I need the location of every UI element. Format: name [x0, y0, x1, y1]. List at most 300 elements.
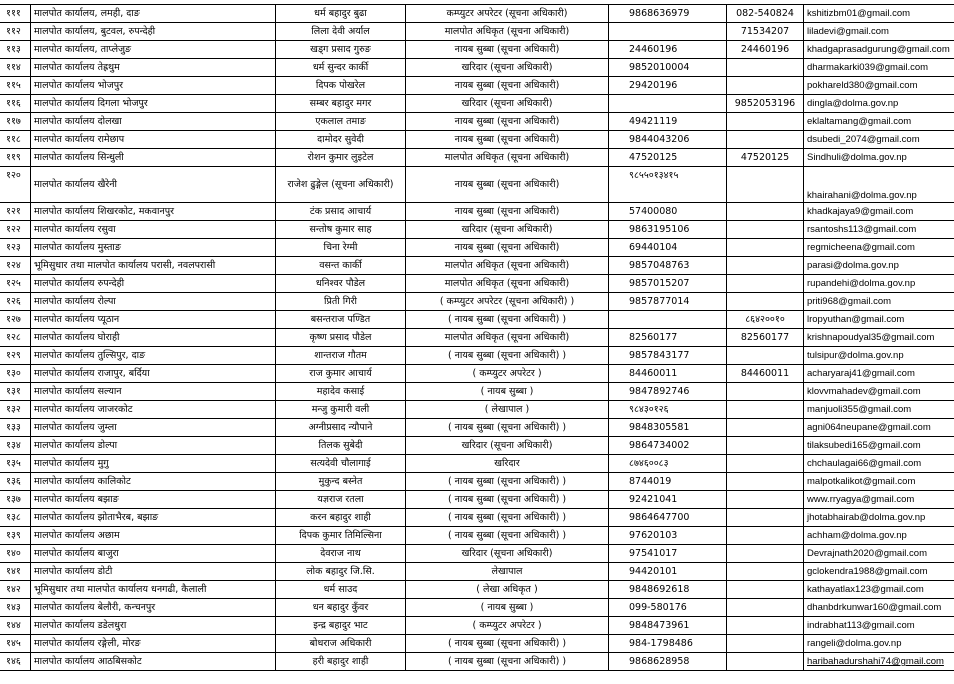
serial-number-text: १३५	[6, 458, 21, 469]
serial-number-text: १३७	[6, 494, 21, 505]
email-text[interactable]: kshitizbm01@gmail.com	[807, 8, 911, 19]
email-text[interactable]: dingla@dolma.gov.np	[807, 98, 899, 109]
email-text[interactable]: parasi@dolma.gov.np	[807, 260, 899, 271]
email-text[interactable]: khadkajaya9@gmail.com	[807, 206, 914, 217]
mobile-phone-text: 9848305581	[629, 422, 690, 433]
serial-number-cell	[0, 527, 31, 545]
serial-number-cell	[0, 401, 31, 419]
email-text[interactable]: rsantoshs113@gmail.com	[807, 224, 917, 235]
office-phone-text: ८६४२००१०	[745, 314, 785, 325]
designation-text: नायब सुब्बा (सूचना अधिकारी)	[454, 178, 560, 190]
email-cell	[804, 473, 954, 491]
serial-number-cell	[0, 365, 31, 383]
office-name-cell	[31, 509, 276, 527]
table-row	[0, 365, 954, 383]
officer-name-cell	[276, 311, 406, 329]
office-name-cell	[31, 239, 276, 257]
email-cell	[804, 581, 954, 599]
office-phone-cell	[727, 131, 804, 149]
email-cell	[804, 329, 954, 347]
table-row	[0, 257, 954, 275]
office-phone-cell	[727, 509, 804, 527]
officer-name-cell	[276, 563, 406, 581]
mobile-phone-text: 82560177	[629, 332, 678, 343]
officer-name-cell	[276, 203, 406, 221]
officer-name-text: वसन्त कार्की	[319, 260, 362, 271]
mobile-phone-cell	[609, 311, 727, 329]
serial-number-text: १३९	[6, 530, 21, 541]
serial-number-cell	[0, 77, 31, 95]
designation-text: ( नायब सुब्बा (सूचना अधिकारी) )	[447, 494, 567, 505]
designation-text: मालपोत अधिकृत (सूचना अधिकारी)	[444, 26, 570, 37]
mobile-phone-text: 9847892746	[629, 386, 690, 397]
designation-cell	[406, 59, 609, 77]
mobile-phone-cell	[609, 131, 727, 149]
email-cell	[804, 347, 954, 365]
email-text[interactable]: haribahadurshahi74@gmail.com	[807, 656, 944, 667]
mobile-phone-text: 099-580176	[629, 602, 687, 613]
serial-number-text: १२३	[6, 242, 21, 253]
officer-name-cell	[276, 473, 406, 491]
officer-name-text: धर्म सुन्दर कार्की	[312, 62, 369, 73]
table-row	[0, 545, 954, 563]
mobile-phone-cell	[609, 545, 727, 563]
serial-number-cell	[0, 131, 31, 149]
email-text[interactable]: gclokendra1988@gmail.com	[807, 566, 928, 577]
officer-name-text: महादेव कसाई	[316, 386, 365, 397]
office-name-cell	[31, 563, 276, 581]
officer-name-text: प्रिती गिरी	[324, 296, 357, 307]
designation-text: ( नायब सुब्बा )	[480, 602, 534, 613]
office-name-text: मालपोत कार्यालय डोटी	[34, 566, 113, 577]
serial-number-text: १४२	[6, 584, 21, 595]
office-name-text: मालपोत कार्यालय दोलखा	[34, 116, 122, 127]
mobile-phone-text: 97620103	[629, 530, 678, 541]
table-row	[0, 275, 954, 293]
officer-name-text: खड्ग प्रसाद गुरुङ	[310, 44, 371, 55]
office-phone-cell	[727, 383, 804, 401]
mobile-phone-text: 9848473961	[629, 620, 690, 631]
mobile-phone-text: 49421119	[629, 116, 678, 127]
table-row	[0, 419, 954, 437]
email-cell	[804, 239, 954, 257]
email-cell	[804, 383, 954, 401]
designation-text: ( नायब सुब्बा (सूचना अधिकारी) )	[447, 422, 567, 433]
designation-cell	[406, 617, 609, 635]
serial-number-cell	[0, 239, 31, 257]
officer-name-text: हरी बहादुर शाही	[312, 656, 369, 667]
mobile-phone-text: 9864734002	[629, 440, 690, 451]
table-row	[0, 383, 954, 401]
officer-name-text: दामोदर सुवेदी	[317, 134, 364, 145]
mobile-phone-cell	[609, 527, 727, 545]
office-phone-text: 24460196	[740, 44, 790, 55]
officer-name-text: यज्ञराज रतला	[317, 494, 364, 505]
email-text[interactable]: klovvmahadev@gmail.com	[807, 386, 921, 397]
officer-name-cell	[276, 365, 406, 383]
email-cell	[804, 203, 954, 221]
mobile-phone-text: 94420101	[629, 566, 678, 577]
designation-text: मालपोत अधिकृत (सूचना अधिकारी)	[444, 260, 570, 271]
email-text[interactable]: jhotabhairab@dolma.gov.np	[807, 512, 926, 523]
mobile-phone-cell	[609, 113, 727, 131]
mobile-phone-cell	[609, 419, 727, 437]
officer-name-text: करन बहादुर शाही	[310, 512, 371, 523]
office-phone-cell	[727, 113, 804, 131]
mobile-phone-text: 9844043206	[629, 134, 690, 145]
designation-text: ( नायब सुब्बा (सूचना अधिकारी) )	[447, 350, 567, 361]
office-phone-cell	[727, 365, 804, 383]
officer-name-text: टंक प्रसाद आचार्य	[309, 206, 372, 217]
designation-text: नायब सुब्बा (सूचना अधिकारी)	[454, 44, 560, 55]
serial-number-cell	[0, 311, 31, 329]
email-text[interactable]: manjuoli355@gmail.com	[807, 404, 912, 415]
office-phone-cell	[727, 167, 804, 203]
serial-number-cell	[0, 95, 31, 113]
officer-name-cell	[276, 329, 406, 347]
email-text[interactable]: rangeli@dolma.gov.np	[807, 638, 902, 649]
mobile-phone-cell	[609, 635, 727, 653]
table-row	[0, 635, 954, 653]
office-phone-cell	[727, 275, 804, 293]
office-name-text: मालपोत कार्यालय डोल्पा	[34, 440, 118, 451]
email-cell	[804, 419, 954, 437]
office-name-cell	[31, 41, 276, 59]
office-phone-cell	[727, 419, 804, 437]
serial-number-text: १२४	[6, 260, 21, 271]
serial-number-text: १३४	[6, 440, 21, 451]
office-phone-cell	[727, 41, 804, 59]
serial-number-cell	[0, 113, 31, 131]
serial-number-text: १४४	[6, 620, 21, 631]
office-phone-cell	[727, 617, 804, 635]
serial-number-text: ११९	[6, 152, 21, 163]
email-cell	[804, 23, 954, 41]
officer-name-cell	[276, 401, 406, 419]
table-row	[0, 473, 954, 491]
designation-text: लेखापाल	[491, 566, 523, 577]
email-text[interactable]: Sindhuli@dolma.gov.np	[807, 152, 907, 163]
email-cell	[804, 275, 954, 293]
email-text[interactable]: liladevi@gmail.com	[807, 26, 889, 37]
office-name-cell	[31, 5, 276, 23]
mobile-phone-cell	[609, 401, 727, 419]
office-name-cell	[31, 383, 276, 401]
serial-number-cell	[0, 599, 31, 617]
office-name-text: मालपोत कार्यालय बाजुरा	[34, 548, 119, 559]
mobile-phone-cell	[609, 473, 727, 491]
designation-cell	[406, 41, 609, 59]
email-cell	[804, 167, 954, 203]
serial-number-text: ११६	[6, 98, 21, 109]
officer-name-cell	[276, 167, 406, 203]
office-name-cell	[31, 545, 276, 563]
table-row	[0, 41, 954, 59]
officer-name-cell	[276, 59, 406, 77]
mobile-phone-text: 29420196	[629, 80, 678, 91]
designation-cell	[406, 131, 609, 149]
mobile-phone-text: 9863195106	[629, 224, 690, 235]
mobile-phone-text: 9857877014	[629, 296, 690, 307]
email-text[interactable]: regmicheena@gmail.com	[807, 242, 915, 253]
table-row	[0, 293, 954, 311]
office-phone-cell	[727, 545, 804, 563]
office-phone-cell	[727, 95, 804, 113]
mobile-phone-cell	[609, 293, 727, 311]
designation-text: नायब सुब्बा (सूचना अधिकारी)	[454, 242, 560, 253]
email-text[interactable]: khairahani@dolma.gov.np	[807, 190, 917, 201]
designation-cell	[406, 311, 609, 329]
office-name-text: भूमिसुधार तथा मालपोत कार्यालय धनगढी, कैलाली	[34, 584, 207, 595]
email-cell	[804, 221, 954, 239]
email-text[interactable]: khadgaprasadgurung@gmail.com	[807, 44, 950, 55]
mobile-phone-cell	[609, 599, 727, 617]
office-name-text: मालपोत कार्यालय रसुवा	[34, 224, 116, 235]
officer-name-cell	[276, 635, 406, 653]
mobile-phone-cell	[609, 257, 727, 275]
table-row	[0, 437, 954, 455]
serial-number-text: १२२	[6, 224, 21, 235]
designation-text: मालपोत अधिकृत (सूचना अधिकारी)	[444, 278, 570, 289]
officer-name-text: दिपक पोखरेल	[315, 80, 366, 91]
table-row	[0, 95, 954, 113]
mobile-phone-cell	[609, 653, 727, 671]
officer-name-cell	[276, 581, 406, 599]
designation-cell	[406, 635, 609, 653]
email-text[interactable]: chchaulagai66@gmail.com	[807, 458, 922, 469]
table-row	[0, 347, 954, 365]
email-cell	[804, 545, 954, 563]
serial-number-cell	[0, 491, 31, 509]
office-name-text: मालपोत कार्यालय, बुटवल, रुपन्देही	[34, 26, 156, 37]
table-row	[0, 149, 954, 167]
email-cell	[804, 437, 954, 455]
serial-number-cell	[0, 653, 31, 671]
office-name-cell	[31, 473, 276, 491]
designation-cell	[406, 509, 609, 527]
designation-text: मालपोत अधिकृत (सूचना अधिकारी)	[444, 152, 570, 163]
officer-name-text: कृष्ण प्रसाद पौडेल	[309, 332, 372, 343]
mobile-phone-cell	[609, 41, 727, 59]
office-name-cell	[31, 167, 276, 203]
officer-name-cell	[276, 383, 406, 401]
designation-cell	[406, 293, 609, 311]
email-cell	[804, 257, 954, 275]
mobile-phone-cell	[609, 563, 727, 581]
email-text[interactable]: dharmakarki039@gmail.com	[807, 62, 929, 73]
email-text[interactable]: agni064neupane@gmail.com	[807, 422, 931, 433]
office-phone-cell	[727, 473, 804, 491]
officer-name-text: एकलाल तमाङ	[315, 116, 366, 127]
office-name-text: मालपोत कार्यालय, लमही, दाङ	[34, 8, 140, 19]
office-phone-cell	[727, 149, 804, 167]
serial-number-cell	[0, 329, 31, 347]
serial-number-text: १३२	[6, 404, 21, 415]
office-name-cell	[31, 347, 276, 365]
officer-name-text: मुकुन्द बस्नेत	[318, 476, 363, 487]
serial-number-text: १४१	[6, 566, 21, 577]
designation-cell	[406, 77, 609, 95]
email-text[interactable]: achham@dolma.gov.np	[807, 530, 907, 541]
office-name-cell	[31, 329, 276, 347]
designation-text: नायब सुब्बा (सूचना अधिकारी)	[454, 134, 560, 145]
office-name-cell	[31, 59, 276, 77]
office-phone-cell	[727, 491, 804, 509]
officer-name-cell	[276, 509, 406, 527]
email-text[interactable]: tilaksubedi165@gmail.com	[807, 440, 921, 451]
email-text[interactable]: acharyaraj41@gmail.com	[807, 368, 915, 379]
table-row	[0, 5, 954, 23]
office-name-text: मालपोत कार्यालय बेलौरी, कन्चनपुर	[34, 602, 156, 613]
office-name-text: मालपोत कार्यालय डडेलधुरा	[34, 620, 127, 631]
designation-cell	[406, 275, 609, 293]
officer-name-cell	[276, 455, 406, 473]
serial-number-text: १२१	[6, 206, 21, 217]
mobile-phone-text: 97541017	[629, 548, 678, 559]
office-name-text: मालपोत कार्यालय रोल्पा	[34, 296, 116, 307]
officer-name-text: धर्म साउद	[323, 584, 358, 595]
mobile-phone-cell	[609, 437, 727, 455]
office-phone-cell	[727, 77, 804, 95]
officer-name-cell	[276, 113, 406, 131]
office-phone-cell	[727, 635, 804, 653]
officer-name-cell	[276, 617, 406, 635]
office-phone-cell	[727, 311, 804, 329]
designation-text: ( नायब सुब्बा (सूचना अधिकारी) )	[447, 530, 567, 541]
designation-cell	[406, 257, 609, 275]
officer-name-cell	[276, 545, 406, 563]
email-text[interactable]: dsubedi_2074@gmail.com	[807, 134, 920, 145]
officer-name-text: चिना रेग्मी	[323, 242, 358, 253]
mobile-phone-text: 9857843177	[629, 350, 690, 361]
office-name-text: मालपोत कार्यालय रङ्गेली, मोरङ	[34, 638, 141, 649]
designation-text: मालपोत अधिकृत (सूचना अधिकारी)	[444, 332, 570, 343]
office-name-text: मालपोत कार्यालय घोराही	[34, 332, 120, 343]
officer-name-cell	[276, 437, 406, 455]
contact-table-sheet	[0, 4, 954, 671]
office-name-cell	[31, 149, 276, 167]
email-text[interactable]: www.rryagya@gmail.com	[807, 494, 915, 505]
officer-name-cell	[276, 41, 406, 59]
email-text[interactable]: pokhareld380@gmail.com	[807, 80, 918, 91]
mobile-phone-text: 92421041	[629, 494, 678, 505]
serial-number-cell	[0, 563, 31, 581]
designation-cell	[406, 239, 609, 257]
serial-number-cell	[0, 23, 31, 41]
designation-text: नायब सुब्बा (सूचना अधिकारी)	[454, 80, 560, 91]
serial-number-text: १४६	[6, 656, 21, 667]
serial-number-text: ११८	[6, 134, 21, 145]
email-text[interactable]: indrabhat113@gmail.com	[807, 620, 915, 631]
serial-number-text: १२६	[6, 296, 21, 307]
email-text[interactable]: kathayatlax123@gmail.com	[807, 584, 924, 595]
office-phone-cell	[727, 203, 804, 221]
table-body	[0, 5, 954, 671]
email-cell	[804, 5, 954, 23]
office-phone-cell	[727, 437, 804, 455]
email-cell	[804, 509, 954, 527]
email-text[interactable]: tulsipur@dolma.gov.np	[807, 350, 904, 361]
officer-name-text: इन्द्र बहादुर भाट	[313, 620, 368, 631]
office-name-cell	[31, 365, 276, 383]
table-row	[0, 77, 954, 95]
office-name-text: मालपोत कार्यालय रामेछाप	[34, 134, 125, 145]
office-name-cell	[31, 635, 276, 653]
email-cell	[804, 599, 954, 617]
email-cell	[804, 401, 954, 419]
email-text[interactable]: krishnapoudyal35@gmail.com	[807, 332, 935, 343]
email-cell	[804, 653, 954, 671]
office-name-cell	[31, 131, 276, 149]
officer-name-text: बसन्तराज पण्डित	[310, 314, 371, 325]
designation-cell	[406, 563, 609, 581]
office-phone-cell	[727, 653, 804, 671]
office-name-text: मालपोत कार्यालय आठबिसकोट	[34, 656, 142, 667]
email-cell	[804, 41, 954, 59]
designation-text: ( लेखापाल )	[484, 404, 530, 415]
email-text[interactable]: rupandehi@dolma.gov.np	[807, 278, 916, 289]
office-phone-cell	[727, 257, 804, 275]
serial-number-cell	[0, 437, 31, 455]
serial-number-cell	[0, 275, 31, 293]
designation-text: नायब सुब्बा (सूचना अधिकारी)	[454, 116, 560, 127]
email-text[interactable]: malpotkalikot@gmail.com	[807, 476, 916, 487]
officer-name-cell	[276, 95, 406, 113]
mobile-phone-text: 9852010004	[629, 62, 690, 73]
serial-number-cell	[0, 509, 31, 527]
table-row	[0, 401, 954, 419]
email-text[interactable]: dhanbdrkunwar160@gmail.com	[807, 602, 942, 613]
email-cell	[804, 149, 954, 167]
email-text[interactable]: eklaltamang@gmail.com	[807, 116, 912, 127]
email-cell	[804, 617, 954, 635]
serial-number-text: १३१	[6, 386, 21, 397]
officer-name-text: धन बहादुर कुँवर	[312, 602, 369, 613]
mobile-phone-cell	[609, 221, 727, 239]
mobile-phone-text: 84460011	[629, 368, 678, 379]
mobile-phone-cell	[609, 23, 727, 41]
designation-text: खरिदार (सूचना अधिकारी)	[461, 98, 553, 109]
table-row	[0, 509, 954, 527]
table-row	[0, 59, 954, 77]
mobile-phone-text: ९८५५०१३४१५	[629, 170, 679, 181]
mobile-phone-text: 24460196	[629, 44, 678, 55]
email-text[interactable]: Devrajnath2020@gmail.com	[807, 548, 928, 559]
email-text[interactable]: priti968@gmail.com	[807, 296, 892, 307]
designation-cell	[406, 329, 609, 347]
office-name-text: मालपोत कार्यालय शिखरकोट, मकवानपुर	[34, 206, 175, 217]
mobile-phone-text: 9857015207	[629, 278, 690, 289]
mobile-phone-cell	[609, 239, 727, 257]
email-cell	[804, 113, 954, 131]
officer-name-text: राजेश ढुङ्गेल (सूचना अधिकारी)	[287, 178, 394, 190]
designation-text: ( नायब सुब्बा )	[480, 386, 534, 397]
serial-number-text: १२५	[6, 278, 21, 289]
office-phone-text: 47520125	[740, 152, 790, 163]
designation-text: ( नायब सुब्बा (सूचना अधिकारी) )	[447, 656, 567, 667]
office-phone-text: 84460011	[740, 368, 790, 379]
office-name-text: मालपोत कार्यालय रुपन्देही	[34, 278, 125, 289]
officer-name-cell	[276, 221, 406, 239]
serial-number-cell	[0, 545, 31, 563]
office-name-cell	[31, 653, 276, 671]
mobile-phone-cell	[609, 167, 727, 203]
officer-name-text: तिलक सुबेदी	[318, 440, 363, 451]
office-name-cell	[31, 221, 276, 239]
email-text[interactable]: lropyuthan@gmail.com	[807, 314, 905, 325]
mobile-phone-text: 8744019	[629, 476, 672, 487]
designation-cell	[406, 599, 609, 617]
